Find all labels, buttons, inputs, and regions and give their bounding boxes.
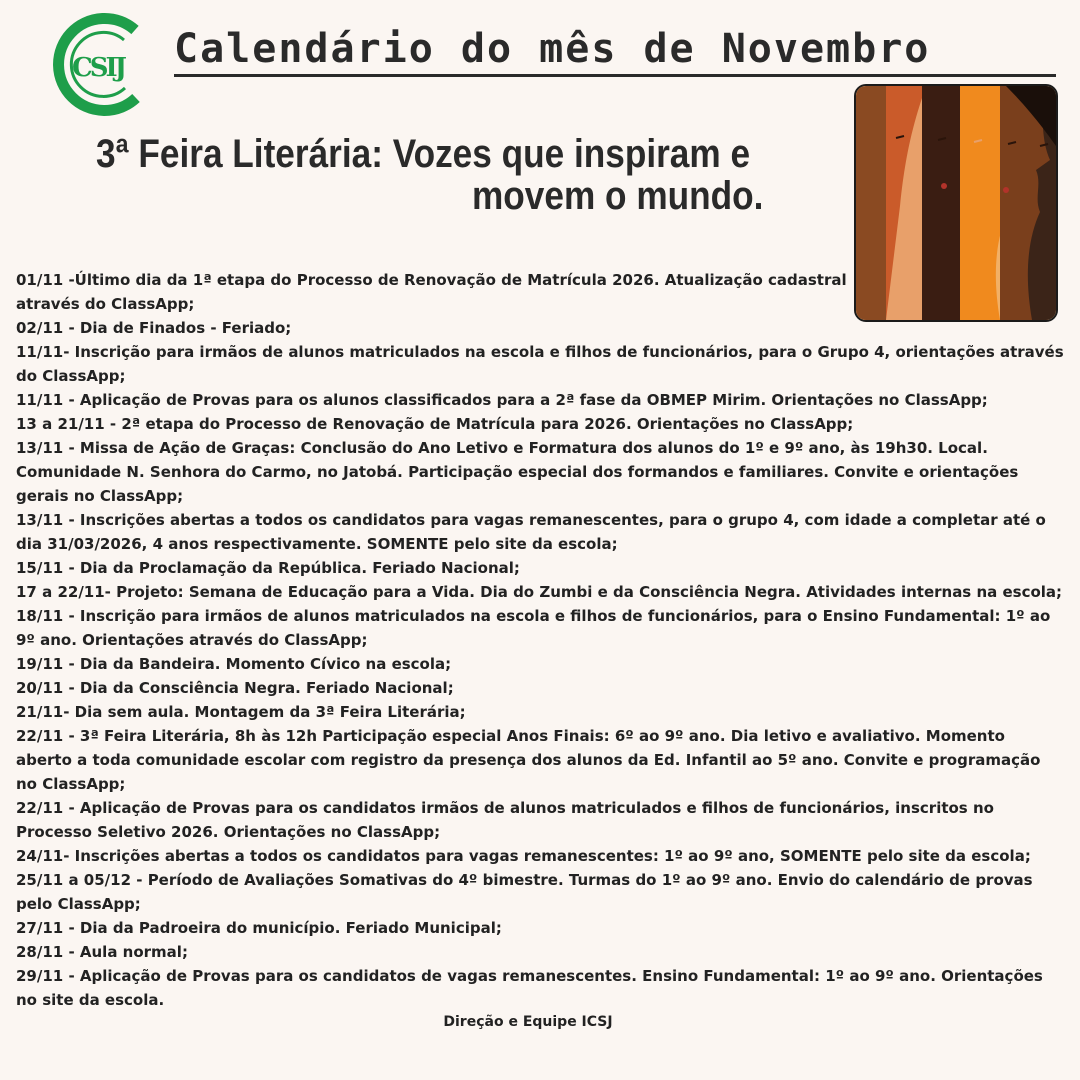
event-item: 29/11 - Aplicação de Provas para os candidatos de vagas remanescentes. Ensino Fundamental: 1º ao 9º ano. Orientações no site da escola.: [16, 967, 1043, 1009]
event-item: 02/11 - Dia de Finados - Feriado;: [16, 319, 292, 337]
event-item: 18/11 - Inscrição para irmãos de alunos matriculados na escola e filhos de funcionários, para o Ensino Fundamental: 1º ao 9º ano. Orientações através do ClassApp;: [16, 607, 1051, 649]
event-item: 15/11 - Dia da Proclamação da República. Feriado Nacional;: [16, 559, 520, 577]
event-item: 21/11- Dia sem aula. Montagem da 3ª Feira Literária;: [16, 703, 466, 721]
logo-letters: CSIJ: [72, 53, 124, 83]
event-item: 13 a 21/11 - 2ª etapa do Processo de Renovação de Matrícula para 2026. Orientações no ClassApp;: [16, 415, 854, 433]
event-item: 22/11 - Aplicação de Provas para os candidatos irmãos de alunos matriculados e filhos de funcionários, inscritos no Processo Seletivo 2026. Orientações no ClassApp;: [16, 799, 994, 841]
event-item: 22/11 - 3ª Feira Literária, 8h às 12h Participação especial Anos Finais: 6º ao 9º ano. Dia letivo e avaliativo. Momento aberto a toda comunidade escolar com registro da presença dos alunos da Ed. Infantil ao 5º ano. Convite e programação no ClassApp;: [16, 727, 1041, 793]
event-item: 17 a 22/11- Projeto: Semana de Educação para a Vida. Dia do Zumbi e da Consciência Negra. Atividades internas na escola;: [16, 583, 1063, 601]
page-title: Calendário do mês de Novembro: [174, 26, 931, 72]
subtitle-line-2: movem o mundo.: [472, 174, 764, 218]
csij-logo-icon: [40, 12, 158, 116]
event-item: 13/11 - Missa de Ação de Graças: Conclusão do Ano Letivo e Formatura dos alunos do 1º e 9º ano, às 19h30. Local. Comunidade N. Senhora do Carmo, no Jatobá. Participação especial dos formandos e familiares. Convite e orientações gerais no ClassApp;: [16, 439, 1019, 505]
event-item: 19/11 - Dia da Bandeira. Momento Cívico na escola;: [16, 655, 452, 673]
event-item: 27/11 - Dia da Padroeira do município. Feriado Municipal;: [16, 919, 502, 937]
event-item: 13/11 - Inscrições abertas a todos os candidatos para vagas remanescentes, para o grupo 4, com idade a completar até o dia 31/03/2026, 4 anos respectivamente. SOMENTE pelo site da escola;: [16, 511, 1046, 553]
event-item: 20/11 - Dia da Consciência Negra. Feriado Nacional;: [16, 679, 454, 697]
title-underline: [174, 74, 1056, 77]
event-item: 28/11 - Aula normal;: [16, 943, 188, 961]
event-item: 11/11- Inscrição para irmãos de alunos matriculados na escola e filhos de funcionários, para o Grupo 4, orientações através do ClassApp;: [16, 343, 1064, 385]
event-item: 01/11 -Último dia da 1ª etapa do Processo de Renovação de Matrícula 2026. Atualização cadastral através do ClassApp;: [16, 271, 847, 313]
footer-signature: Direção e Equipe ICSJ: [443, 1014, 613, 1030]
event-list: [16, 268, 1064, 1012]
event-item: 11/11 - Aplicação de Provas para os alunos classificados para a 2ª fase da OBMEP Mirim. Orientações no ClassApp;: [16, 391, 988, 409]
event-item: 24/11- Inscrições abertas a todos os candidatos para vagas remanescentes: 1º ao 9º ano, SOMENTE pelo site da escola;: [16, 847, 1031, 865]
event-item: 25/11 a 05/12 - Período de Avaliações Somativas do 4º bimestre. Turmas do 1º ao 9º ano. Envio do calendário de provas pelo ClassApp;: [16, 871, 1033, 913]
subtitle-line-1: 3ª Feira Literária: Vozes que inspiram e: [96, 132, 751, 176]
